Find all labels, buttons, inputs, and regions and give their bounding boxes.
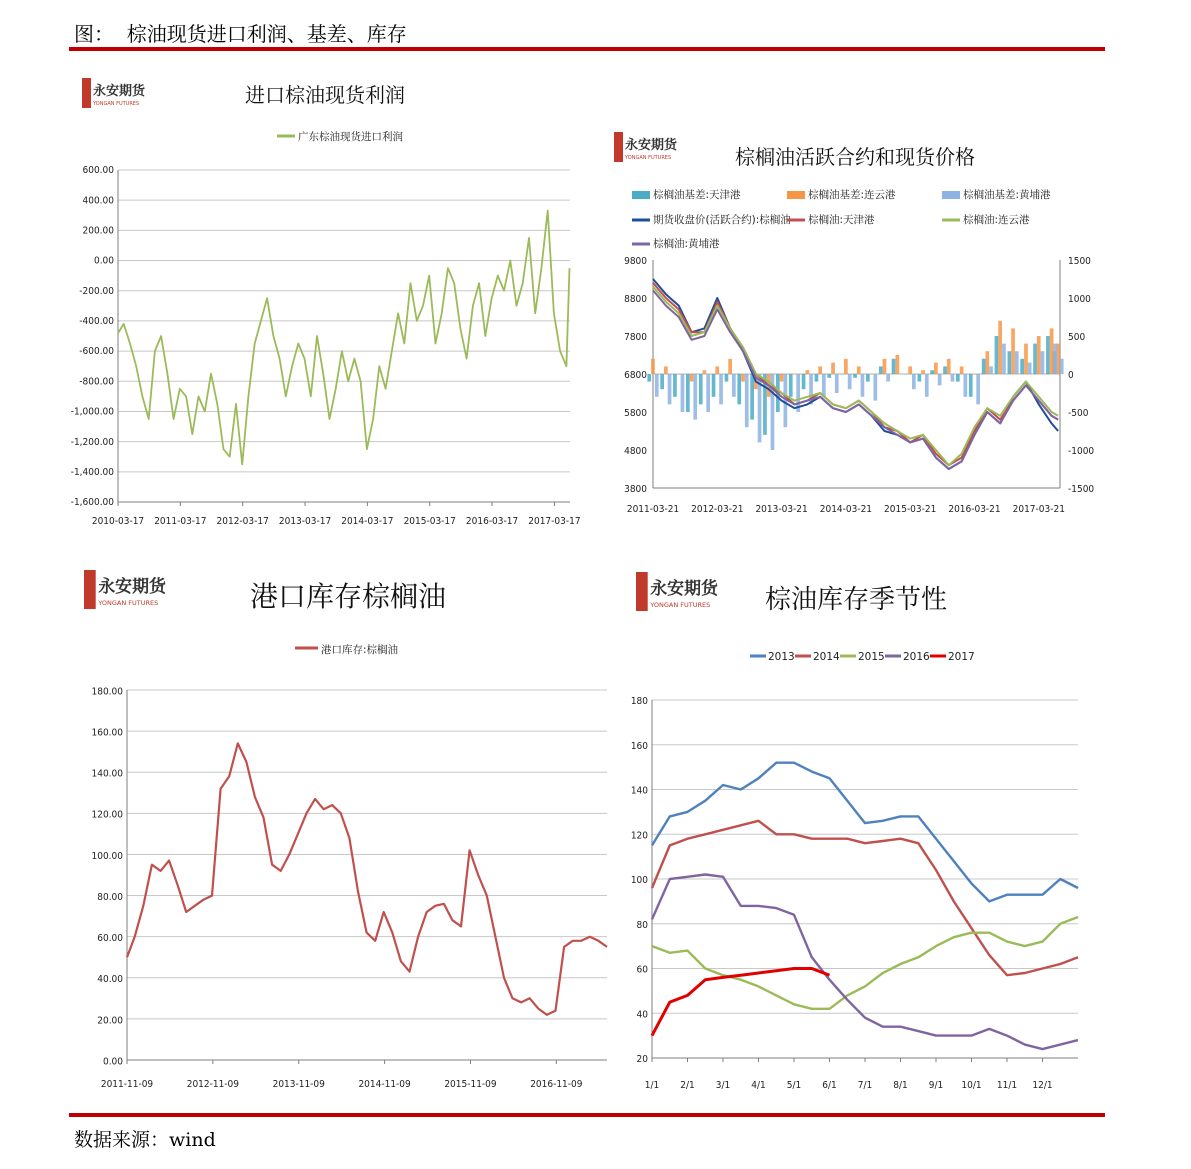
basis-bar	[831, 363, 835, 374]
basis-bar	[857, 366, 861, 374]
basis-bar	[934, 363, 938, 374]
y-tick-label: 120	[630, 830, 648, 842]
x-tick-label: 2012-03-21	[691, 504, 744, 515]
bottom-divider	[69, 1113, 1105, 1117]
chart-port-stock	[70, 560, 615, 1100]
legend-label: 棕榈油:天津港	[808, 214, 875, 226]
basis-bar	[938, 374, 942, 385]
y-tick-label: 40	[636, 1009, 648, 1021]
series-line	[118, 211, 569, 465]
basis-bar	[741, 374, 745, 382]
logo-subtext: YONGAN FUTURES	[625, 155, 672, 161]
basis-bar	[956, 374, 960, 382]
x-tick-label: 10/1	[961, 1080, 982, 1091]
basis-bar	[681, 374, 685, 412]
x-tick-label: 2016-03-21	[948, 504, 1001, 515]
legend-label: 2015	[858, 651, 885, 663]
x-tick-label: 2010-03-17	[91, 516, 145, 527]
basis-bar	[690, 374, 694, 382]
y-tick-label: 160	[630, 740, 648, 752]
logo	[82, 78, 146, 108]
y-tick-label: -1,600.00	[70, 497, 114, 509]
basis-bar	[925, 374, 929, 397]
chart-title: 棕油库存季节性	[764, 585, 948, 615]
basis-bar	[668, 374, 672, 404]
x-tick-label: 2015-03-17	[403, 516, 456, 527]
legend-label: 棕榈油:连云港	[963, 214, 1030, 226]
logo-mark	[614, 132, 623, 162]
basis-bar	[861, 374, 865, 397]
basis-bar	[686, 374, 690, 412]
logo	[614, 132, 678, 162]
y-tick-label: -400.00	[79, 316, 114, 328]
y-tick-label: 0.00	[93, 255, 114, 267]
basis-bar	[827, 374, 831, 378]
legend-label: 期货收盘价(活跃合约):棕榈油	[653, 214, 791, 226]
basis-bar	[802, 374, 806, 389]
x-tick-label: 2015-03-21	[884, 504, 937, 515]
basis-bar	[677, 374, 681, 375]
y-tick-label: 7800	[624, 332, 647, 343]
basis-bar	[1020, 359, 1024, 374]
legend-swatch	[942, 191, 960, 199]
x-tick-label: 2011-03-21	[626, 504, 680, 515]
x-tick-label: 2013-11-09	[272, 1079, 325, 1090]
x-tick-label: 2012-11-09	[186, 1079, 240, 1090]
basis-bar	[1054, 344, 1058, 374]
y-tick-label: -1,400.00	[70, 466, 114, 478]
basis-bar	[1037, 336, 1041, 374]
y-tick-label: 9800	[624, 256, 647, 267]
basis-bar	[973, 374, 977, 375]
y-tick-label: -600.00	[79, 346, 114, 358]
basis-bar	[899, 374, 903, 375]
x-tick-label: 2014-03-21	[819, 504, 873, 515]
basis-bar	[719, 374, 723, 404]
series-line	[652, 917, 1078, 1009]
logo	[636, 572, 719, 611]
logo-text: 永安期货	[650, 578, 718, 599]
chart-palm-price-basis-svg	[600, 120, 1100, 540]
basis-bar	[1046, 336, 1050, 374]
y2-tick-label: 0	[1068, 370, 1074, 381]
basis-bar	[844, 359, 848, 374]
y2-tick-label: 1000	[1068, 294, 1091, 305]
basis-bar	[835, 374, 839, 393]
basis-bar	[892, 359, 896, 374]
logo-mark	[82, 78, 91, 108]
basis-bar	[1033, 344, 1037, 374]
y-tick-label: 20	[636, 1054, 648, 1066]
basis-bar	[1060, 359, 1064, 374]
logo	[84, 570, 167, 609]
basis-bar	[732, 374, 736, 397]
logo-text: 永安期货	[98, 576, 166, 597]
x-tick-label: 2017-03-21	[1012, 504, 1065, 515]
x-tick-label: 2014-03-17	[341, 516, 394, 527]
logo-text: 永安期货	[93, 84, 146, 99]
y-tick-label: 400.00	[82, 195, 114, 207]
x-tick-label: 7/1	[857, 1080, 873, 1091]
series-line	[652, 821, 1078, 975]
x-tick-label: 9/1	[928, 1080, 944, 1091]
x-tick-label: 2014-11-09	[358, 1079, 411, 1090]
basis-bar	[780, 374, 784, 382]
basis-bar	[930, 370, 934, 374]
figure-title: 图： 棕油现货进口利润、基差、库存	[74, 22, 407, 46]
legend-label: 广东棕油现货进口利润	[298, 131, 403, 143]
legend-label: 2016	[903, 651, 930, 663]
basis-bar	[912, 374, 916, 389]
basis-bar	[737, 374, 741, 404]
basis-bar	[853, 374, 857, 378]
x-tick-label: 3/1	[715, 1080, 731, 1091]
y2-tick-label: 500	[1068, 332, 1086, 343]
basis-bar	[964, 374, 968, 397]
source-note: 数据来源：wind	[74, 1129, 216, 1151]
basis-bar	[728, 359, 732, 374]
chart-port-stock-svg	[70, 560, 615, 1100]
basis-bar	[921, 370, 925, 374]
basis-bar	[976, 374, 980, 404]
chart-title: 进口棕油现货利润	[245, 83, 405, 107]
y-tick-label: 80.00	[97, 891, 123, 903]
y2-tick-label: -500	[1068, 408, 1089, 419]
y-tick-label: 8800	[624, 294, 647, 305]
basis-bar	[989, 366, 993, 374]
x-tick-label: 4/1	[751, 1080, 766, 1091]
basis-bar	[673, 374, 677, 397]
logo-text: 永安期货	[625, 138, 678, 153]
legend-swatch	[787, 191, 805, 199]
basis-bar	[848, 374, 852, 389]
legend-label: 港口库存:棕榈油	[321, 644, 399, 656]
basis-bar	[1050, 328, 1054, 374]
basis-bar	[712, 374, 716, 397]
logo-subtext: YONGAN FUTURES	[93, 101, 140, 107]
basis-bar	[715, 366, 719, 374]
x-tick-label: 2015-11-09	[444, 1079, 497, 1090]
legend-label: 棕榈油基差:连云港	[808, 189, 896, 201]
x-tick-label: 11/1	[996, 1080, 1018, 1091]
x-tick-label: 2017-03-17	[528, 516, 581, 527]
basis-bar	[789, 374, 793, 397]
chart-palm-price-basis	[600, 120, 1100, 540]
basis-bar	[960, 366, 964, 374]
basis-bar	[660, 374, 664, 389]
x-tick-label: 1/1	[644, 1080, 660, 1091]
y-tick-label: 3800	[624, 484, 647, 495]
x-tick-label: 12/1	[1032, 1080, 1053, 1091]
y-tick-label: -1,000.00	[70, 406, 114, 418]
x-tick-label: 2013-03-21	[755, 504, 808, 515]
chart-import-profit	[70, 70, 590, 540]
y-tick-label: 60.00	[97, 933, 123, 945]
basis-bar	[879, 366, 883, 374]
basis-bar	[951, 374, 955, 382]
legend-label: 棕榈油:黄埔港	[653, 238, 720, 250]
basis-bar	[1041, 351, 1045, 374]
y-tick-label: -800.00	[79, 376, 114, 388]
x-tick-label: 5/1	[786, 1080, 802, 1091]
basis-bar	[986, 351, 990, 374]
chart-seasonal-stock-svg	[620, 560, 1095, 1100]
basis-bar	[905, 374, 909, 375]
y-tick-label: 60	[636, 964, 648, 976]
basis-bar	[1011, 328, 1015, 374]
series-line	[652, 875, 1078, 1050]
basis-bar	[969, 374, 973, 397]
basis-bar	[1002, 344, 1006, 374]
x-tick-label: 6/1	[822, 1080, 837, 1091]
x-tick-label: 2016-03-17	[465, 516, 519, 527]
y-tick-label: 40.00	[97, 974, 123, 986]
basis-bar	[886, 374, 890, 382]
basis-bar	[943, 366, 947, 374]
y-tick-label: 4800	[624, 446, 647, 457]
basis-bar	[793, 374, 797, 375]
y2-tick-label: -1500	[1068, 484, 1095, 495]
basis-bar	[995, 336, 999, 374]
basis-bar	[998, 321, 1002, 374]
chart-seasonal-stock	[620, 560, 1095, 1100]
basis-bar	[651, 359, 655, 374]
basis-bar	[655, 374, 659, 397]
legend-swatch	[632, 191, 650, 199]
chart-import-profit-svg	[70, 70, 590, 540]
y-tick-label: 140	[630, 785, 648, 797]
y2-tick-label: 1500	[1068, 256, 1091, 267]
logo-subtext: YONGAN FUTURES	[650, 601, 711, 610]
basis-bar	[693, 374, 697, 420]
basis-bar	[918, 374, 922, 382]
series-line	[127, 743, 607, 1014]
basis-bar	[647, 374, 651, 382]
basis-bar	[818, 366, 822, 374]
basis-bar	[947, 359, 951, 374]
logo-subtext: YONGAN FUTURES	[98, 599, 159, 608]
basis-bar	[908, 366, 912, 374]
basis-bar	[815, 374, 819, 382]
y-tick-label: 6800	[624, 370, 647, 381]
basis-bar	[896, 355, 900, 374]
y-tick-label: 20.00	[97, 1015, 123, 1027]
legend-label: 棕榈油基差:天津港	[653, 189, 741, 201]
basis-bar	[699, 374, 703, 404]
basis-bar	[1024, 344, 1028, 374]
y-tick-label: 180	[630, 696, 648, 708]
y-tick-label: -1,200.00	[70, 436, 114, 448]
y2-tick-label: -1000	[1068, 446, 1095, 457]
basis-bar	[725, 374, 729, 382]
logo-mark	[84, 570, 96, 609]
y-tick-label: 120.00	[91, 809, 123, 821]
basis-bar	[745, 374, 749, 427]
y-tick-label: 5800	[624, 408, 647, 419]
legend-label: 2017	[948, 651, 975, 663]
basis-bar	[706, 374, 710, 412]
basis-bar	[840, 374, 844, 375]
x-tick-label: 2011-11-09	[100, 1079, 154, 1090]
y-tick-label: -200.00	[79, 285, 114, 297]
basis-bar	[1008, 351, 1012, 374]
x-tick-label: 2013-03-17	[278, 516, 332, 527]
basis-bar	[664, 366, 668, 374]
basis-bar	[750, 374, 754, 420]
basis-bar	[822, 374, 826, 397]
y-tick-label: 160.00	[91, 727, 123, 739]
y-tick-label: 140.00	[91, 768, 123, 780]
y-tick-label: 600.00	[82, 165, 114, 177]
legend-label: 棕榈油基差:黄埔港	[963, 189, 1051, 201]
basis-bar	[982, 359, 986, 374]
basis-bar	[866, 374, 870, 382]
y-tick-label: 100	[630, 875, 648, 887]
x-tick-label: 2016-11-09	[530, 1079, 583, 1090]
basis-bar	[870, 374, 874, 375]
y-tick-label: 180.00	[91, 686, 123, 698]
top-divider	[69, 47, 1105, 51]
y-tick-label: 100.00	[91, 850, 123, 862]
logo-mark	[636, 572, 648, 611]
y-tick-label: 0.00	[102, 1056, 123, 1068]
y-tick-label: 200.00	[82, 225, 114, 237]
basis-bar	[1015, 351, 1019, 374]
basis-bar	[883, 359, 887, 374]
basis-bar	[1028, 363, 1032, 374]
x-tick-label: 8/1	[893, 1080, 908, 1091]
x-tick-label: 2011-03-17	[154, 516, 207, 527]
basis-bar	[806, 370, 810, 374]
x-tick-label: 2/1	[680, 1080, 695, 1091]
basis-bar	[874, 374, 878, 401]
chart-title: 棕榈油活跃合约和现货价格	[735, 145, 975, 169]
legend-label: 2013	[768, 651, 795, 663]
y-tick-label: 80	[636, 919, 648, 931]
chart-title: 港口库存棕榈油	[249, 580, 447, 613]
legend-label: 2014	[813, 651, 840, 663]
x-tick-label: 2012-03-17	[216, 516, 269, 527]
basis-bar	[703, 370, 707, 374]
